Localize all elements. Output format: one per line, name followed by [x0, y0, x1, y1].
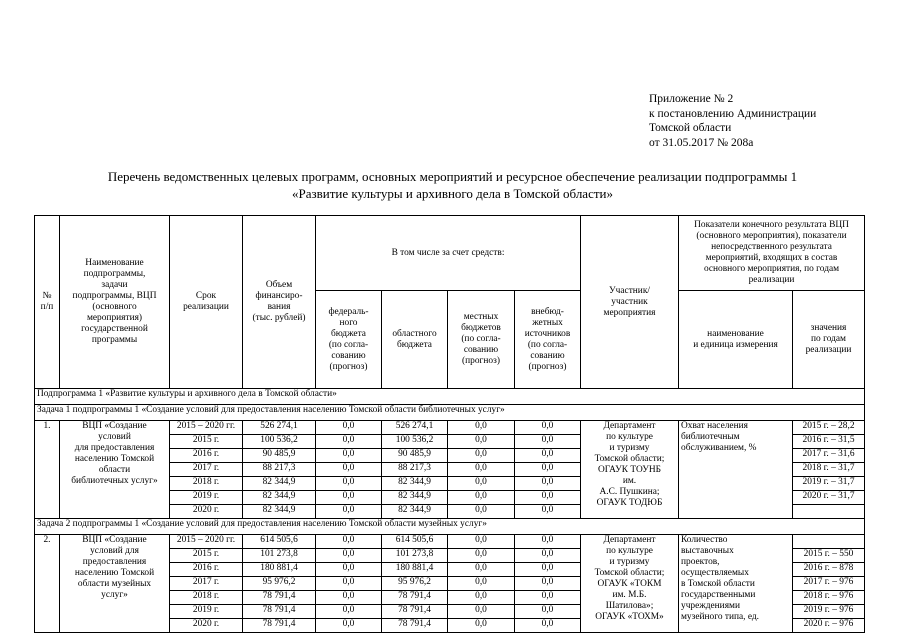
volume-cell: 614 505,6 — [243, 535, 316, 549]
extra-cell: 0,0 — [515, 563, 581, 577]
header-including: В том числе за счет средств: — [316, 216, 581, 291]
period-cell: 2015 г. — [170, 549, 243, 563]
local-cell: 0,0 — [448, 421, 515, 435]
volume-cell: 90 485,9 — [243, 449, 316, 463]
program-name: ВЦП «Создание условий для предоставления населению Томской области библиотечных услуг» — [60, 421, 170, 519]
period-cell: 2018 г. — [170, 591, 243, 605]
federal-cell: 0,0 — [316, 535, 382, 549]
federal-cell: 0,0 — [316, 549, 382, 563]
annex-line: Приложение № 2 — [649, 93, 734, 105]
indicator-value: 2016 г. – 878 — [793, 563, 865, 577]
local-cell: 0,0 — [448, 477, 515, 491]
volume-cell: 100 536,2 — [243, 435, 316, 449]
indicator-value: 2017 г. – 976 — [793, 577, 865, 591]
period-cell: 2019 г. — [170, 605, 243, 619]
federal-cell: 0,0 — [316, 577, 382, 591]
federal-cell: 0,0 — [316, 421, 382, 435]
regional-cell: 100 536,2 — [382, 435, 448, 449]
extra-cell: 0,0 — [515, 591, 581, 605]
local-cell: 0,0 — [448, 605, 515, 619]
local-cell: 0,0 — [448, 577, 515, 591]
indicator-value: 2016 г. – 31,5 — [793, 435, 865, 449]
title-line: «Развитие культуры и архивного дела в Томской области» — [292, 186, 613, 201]
header-ind-name: наименование и единица измерения — [679, 291, 793, 389]
extra-cell: 0,0 — [515, 463, 581, 477]
table-row — [35, 535, 865, 549]
annex-line: к постановлению Администрации — [649, 107, 817, 120]
indicator-value: 2020 г. – 976 — [793, 619, 865, 633]
header-volume: Объем финансиро- вания (тыс. рублей) — [243, 216, 316, 389]
local-cell: 0,0 — [448, 449, 515, 463]
task-title-row: Задача 1 подпрограммы 1 «Создание условий для предоставления населению Томской области библиотечных услуг» — [35, 405, 865, 421]
document-title — [40, 168, 865, 202]
regional-cell: 78 791,4 — [382, 605, 448, 619]
row-num: 2. — [35, 535, 60, 633]
indicator-value — [793, 505, 865, 519]
volume-cell: 78 791,4 — [243, 605, 316, 619]
header-extra: внебюд- жетных источников (по согла- сованию (прогноз) — [515, 291, 581, 389]
indicator-value: 2019 г. – 31,7 — [793, 477, 865, 491]
task-title-row: Задача 2 подпрограммы 1 «Создание условий для предоставления населению Томской области музейных услуг» — [35, 519, 865, 535]
subprogram-row: Подпрограмма 1 «Развитие культуры и архивного дела в Томской области» — [35, 389, 865, 405]
federal-cell: 0,0 — [316, 491, 382, 505]
indicator-name: Охват населения библиотечным обслуживанием, % — [679, 421, 793, 519]
annex-line: от 31.05.2017 № 208а — [649, 136, 754, 149]
participant-cell: Департамент по культуре и туризму Томской области; ОГАУК «ТОКМ им. М.Б. Шатилова»; ОГАУК «ТОХМ» — [581, 535, 679, 633]
regional-cell: 78 791,4 — [382, 619, 448, 633]
extra-cell: 0,0 — [515, 477, 581, 491]
indicator-value: 2019 г. – 976 — [793, 605, 865, 619]
period-cell: 2016 г. — [170, 563, 243, 577]
header-local: местных бюджетов (по согла- сованию (прогноз) — [448, 291, 515, 389]
volume-cell: 88 217,3 — [243, 463, 316, 477]
volume-cell: 180 881,4 — [243, 563, 316, 577]
participant-cell: Департамент по культуре и туризму Томской области; ОГАУК ТОУНБ им. А.С. Пушкина; ОГАУК ТОДЮБ — [581, 421, 679, 519]
regional-cell: 88 217,3 — [382, 463, 448, 477]
indicator-value: 2020 г. – 31,7 — [793, 491, 865, 505]
period-cell: 2017 г. — [170, 577, 243, 591]
federal-cell: 0,0 — [316, 591, 382, 605]
header-name: Наименование подпрограммы, задачи подпрограммы, ВЦП (основного мероприятия) государственной программы — [60, 216, 170, 389]
regional-cell: 82 344,9 — [382, 505, 448, 519]
volume-cell: 101 273,8 — [243, 549, 316, 563]
period-cell: 2017 г. — [170, 463, 243, 477]
header-participant: Участник/ участник мероприятия — [581, 216, 679, 389]
regional-cell: 82 344,9 — [382, 491, 448, 505]
regional-cell: 614 505,6 — [382, 535, 448, 549]
local-cell: 0,0 — [448, 435, 515, 449]
header-num: № п/п — [35, 216, 60, 389]
period-cell: 2020 г. — [170, 505, 243, 519]
period-cell: 2019 г. — [170, 491, 243, 505]
period-cell: 2016 г. — [170, 449, 243, 463]
header-period: Срок реализации — [170, 216, 243, 389]
local-cell: 0,0 — [448, 591, 515, 605]
row-num: 1. — [35, 421, 60, 519]
extra-cell: 0,0 — [515, 449, 581, 463]
extra-cell: 0,0 — [515, 577, 581, 591]
regional-cell: 90 485,9 — [382, 449, 448, 463]
federal-cell: 0,0 — [316, 477, 382, 491]
indicator-value: 2017 г. – 31,6 — [793, 449, 865, 463]
local-cell: 0,0 — [448, 535, 515, 549]
period-cell: 2015 – 2020 гг. — [170, 421, 243, 435]
local-cell: 0,0 — [448, 505, 515, 519]
regional-cell: 101 273,8 — [382, 549, 448, 563]
federal-cell: 0,0 — [316, 619, 382, 633]
indicator-name: Количество выставочных проектов, осуществляемых в Томской области государственными учреждениями музейного типа, ед. — [679, 535, 793, 633]
annex-block — [649, 92, 816, 150]
extra-cell: 0,0 — [515, 535, 581, 549]
local-cell: 0,0 — [448, 463, 515, 477]
federal-cell: 0,0 — [316, 605, 382, 619]
federal-cell: 0,0 — [316, 449, 382, 463]
header-federal: федераль- ного бюджета (по согла- сованию (прогноз) — [316, 291, 382, 389]
federal-cell: 0,0 — [316, 435, 382, 449]
volume-cell: 82 344,9 — [243, 505, 316, 519]
indicator-value: 2018 г. – 976 — [793, 591, 865, 605]
volume-cell: 78 791,4 — [243, 591, 316, 605]
annex-line: Томской области — [649, 122, 732, 134]
local-cell: 0,0 — [448, 563, 515, 577]
period-cell: 2015 – 2020 гг. — [170, 535, 243, 549]
period-cell: 2020 г. — [170, 619, 243, 633]
regional-cell: 526 274,1 — [382, 421, 448, 435]
indicator-value: 2015 г. – 550 — [793, 549, 865, 563]
extra-cell: 0,0 — [515, 421, 581, 435]
volume-cell: 95 976,2 — [243, 577, 316, 591]
extra-cell: 0,0 — [515, 435, 581, 449]
program-name: ВЦП «Создание условий для предоставления населению Томской области музейных услуг» — [60, 535, 170, 633]
period-cell: 2015 г. — [170, 435, 243, 449]
header-indicators: Показатели конечного результата ВЦП (основного мероприятия), показатели непосредственного результата мероприятий, входящих в состав основного мероприятия, по годам реализации — [679, 216, 865, 291]
table-row — [35, 421, 865, 435]
period-cell: 2018 г. — [170, 477, 243, 491]
indicator-value — [793, 535, 865, 549]
title-line: Перечень ведомственных целевых программ, основных мероприятий и ресурсное обеспечение реализации подпрограммы 1 — [107, 169, 798, 184]
header-regional: областного бюджета — [382, 291, 448, 389]
federal-cell: 0,0 — [316, 563, 382, 577]
volume-cell: 82 344,9 — [243, 477, 316, 491]
regional-cell: 95 976,2 — [382, 577, 448, 591]
indicator-value: 2018 г. – 31,7 — [793, 463, 865, 477]
extra-cell: 0,0 — [515, 549, 581, 563]
regional-cell: 78 791,4 — [382, 591, 448, 605]
local-cell: 0,0 — [448, 491, 515, 505]
volume-cell: 78 791,4 — [243, 619, 316, 633]
local-cell: 0,0 — [448, 619, 515, 633]
local-cell: 0,0 — [448, 549, 515, 563]
indicator-value: 2015 г. – 28,2 — [793, 421, 865, 435]
regional-cell: 180 881,4 — [382, 563, 448, 577]
program-table — [34, 215, 865, 633]
header-ind-values: значения по годам реализации — [793, 291, 865, 389]
federal-cell: 0,0 — [316, 505, 382, 519]
extra-cell: 0,0 — [515, 505, 581, 519]
volume-cell: 82 344,9 — [243, 491, 316, 505]
regional-cell: 82 344,9 — [382, 477, 448, 491]
extra-cell: 0,0 — [515, 605, 581, 619]
extra-cell: 0,0 — [515, 491, 581, 505]
volume-cell: 526 274,1 — [243, 421, 316, 435]
extra-cell: 0,0 — [515, 619, 581, 633]
federal-cell: 0,0 — [316, 463, 382, 477]
